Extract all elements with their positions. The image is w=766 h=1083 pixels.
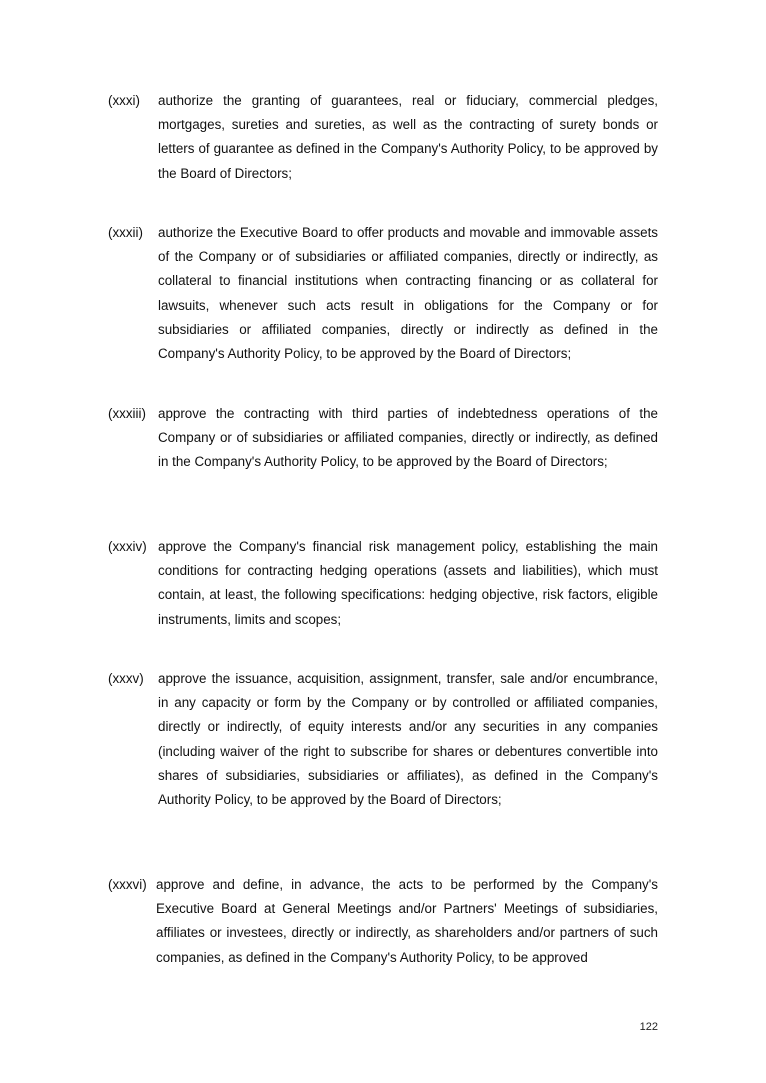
clause-text: authorize the Executive Board to offer products and movable and immovable assets of the Company or of subsidiaries or affiliated companies, directly or indirectly, as collateral to financial institutions when contracting financing or as collateral for lawsuits, whenever such acts result in obligations for the Company or for subsidiaries or affiliated companies, directly or indirectly as defined in the Company's Authority Policy, to be approved by the Board of Directors;: [158, 225, 658, 362]
clause-text: approve and define, in advance, the acts to be performed by the Company's Executive Board at General Meetings and/or Partners' Meetings of subsidiaries, affiliates or investees, directly or indirectly, as shareholders and/or partners of such companies, as defined in the Company's Authority Policy, to be approved: [156, 877, 658, 965]
clause-xxxiv: [108, 535, 658, 632]
clause-text: approve the contracting with third parties of indebtedness operations of the Company or of subsidiaries or affiliated companies, directly or indirectly, as defined in the Company's Authority Policy, to be approved by the Board of Directors;: [158, 406, 658, 470]
clause-number: (xxxiii): [108, 406, 146, 421]
clause-xxxvi: [108, 873, 658, 970]
clause-xxxv: [108, 667, 658, 812]
clause-number: (xxxii): [108, 225, 143, 240]
clause-text: approve the issuance, acquisition, assignment, transfer, sale and/or encumbrance, in any capacity or form by the Company or by controlled or affiliated companies, directly or indirectly, of equity interests and/or any securities in any companies (including waiver of the right to subscribe for shares or debentures convertible into shares of subsidiaries, subsidiaries or affiliates), as defined in the Company's Authority Policy, to be approved by the Board of Directors;: [158, 671, 658, 808]
clause-text: approve the Company's financial risk management policy, establishing the main conditions for contracting hedging operations (assets and liabilities), which must contain, at least, the following specifications: hedging objective, risk factors, eligible instruments, limits and scopes;: [158, 539, 658, 627]
clause-text: authorize the granting of guarantees, real or fiduciary, commercial pledges, mortgages, sureties and sureties, as well as the contracting of surety bonds or letters of guarantee as defined in the Company's Authority Policy, to be approved by the Board of Directors;: [158, 93, 658, 181]
clause-xxxiii: [108, 402, 658, 475]
clause-number: (xxxvi): [108, 877, 147, 892]
clause-xxxii: [108, 221, 658, 366]
clause-number: (xxxiv): [108, 539, 147, 554]
page-number: 122: [639, 1021, 658, 1033]
clause-number: (xxxi): [108, 93, 140, 108]
clause-number: (xxxv): [108, 671, 144, 686]
clause-xxxi: [108, 89, 658, 186]
